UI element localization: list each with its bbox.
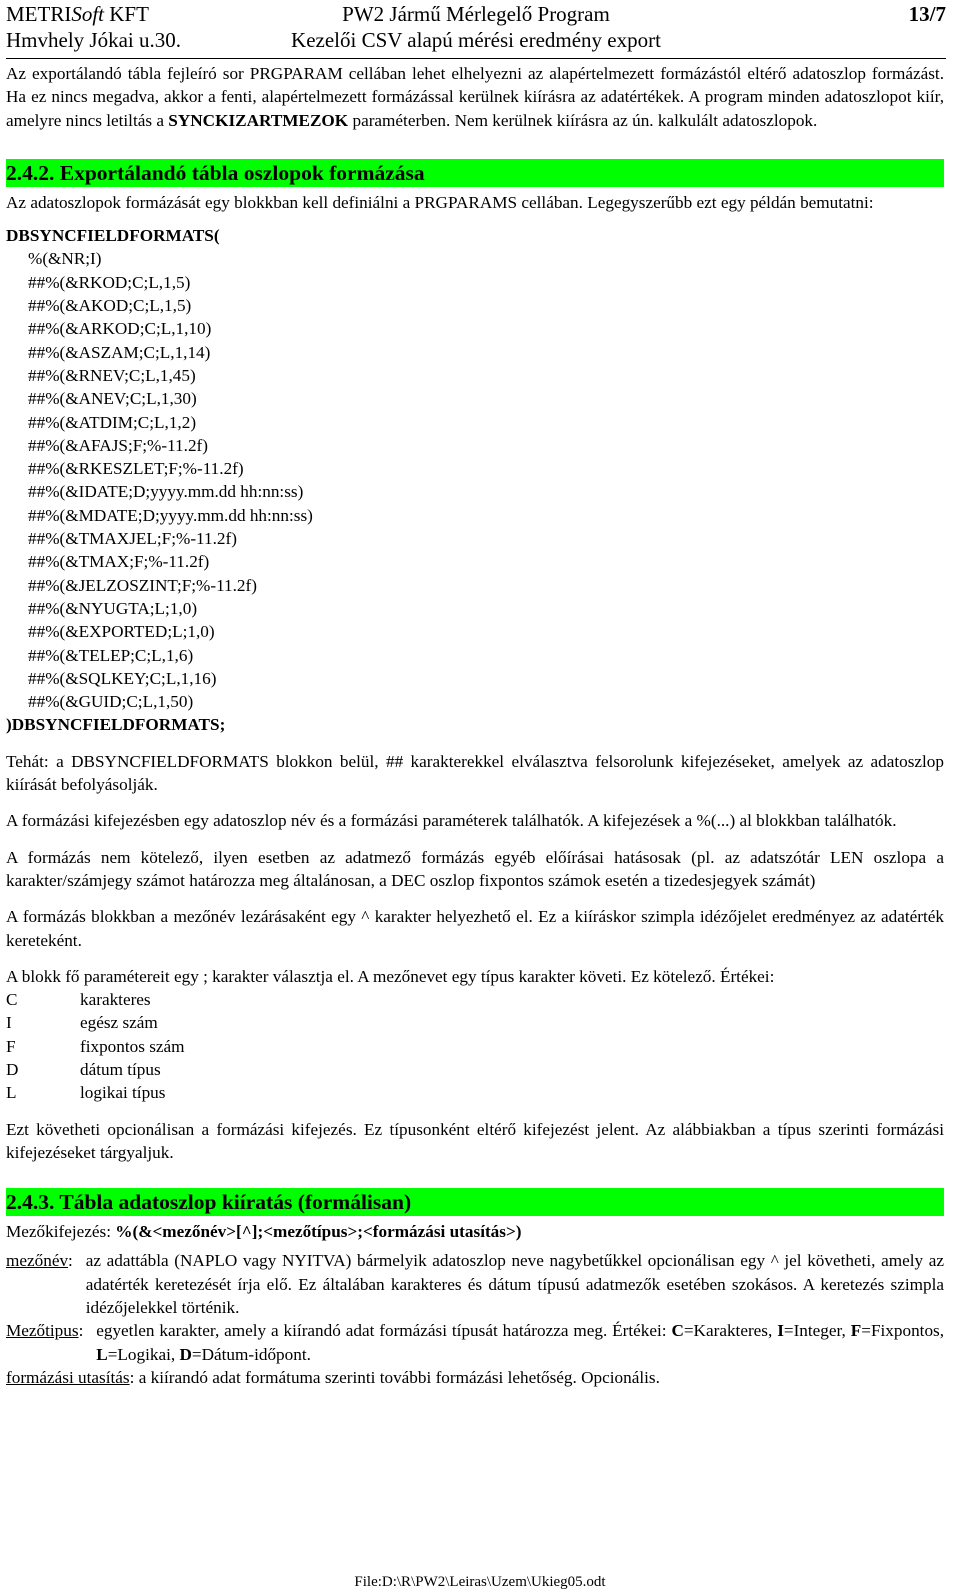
program-name: PW2 Jármű Mérlegelő Program [342,2,610,26]
header-line-1 [6,0,946,29]
code-line: ##%(&NYUGTA;L;1,0) [28,598,198,618]
definition-utasitas: formázási utasítás : a kiírandó adat formátuma szerinti további formázási lehetőség. Opcionális. [6,1366,944,1389]
type-row [6,1058,185,1081]
code-line: ##%(&MDATE;D;yyyy.mm.dd hh:nn:ss) [28,505,313,525]
section-intro: Az adatoszlopok formázását egy blokkban kell definiálni a PRGPARAMS cellában. Legegyszerűbb ezt egy példán bemutatni: [6,192,874,212]
expression-line: Mezőkifejezés: %(&<mezőnév>[^];<mezőtípus>;<formázási utasítás>) [6,1222,522,1242]
type-row [6,1035,185,1058]
definition-term: mezőnév [6,1251,69,1271]
code-line: ##%(&IDATE;D;yyyy.mm.dd hh:nn:ss) [28,482,304,502]
code-line: ##%(&ARKOD;C;L,1,10) [28,319,212,339]
definition-desc: a kiírandó adat formátuma szerinti további formázási lehetőség. Opcionális. [138,1367,660,1387]
type-code: I [6,1013,12,1033]
header-divider [6,58,946,59]
header-line-2 [6,26,946,55]
definition-list [6,1249,944,1389]
type-row [6,1011,185,1034]
type-row [6,1081,185,1104]
type-table [6,988,185,1104]
paragraph-ezt: Ezt követheti opcionálisan a formázási kifejezés. Ez típusonként eltérő kifejezést jelent. Az alábbiakban a típus szerinti formázási kifejezéseket tárgyaljuk. [6,1119,944,1162]
definition-mezotipus: Mezőtipus : egyetlen karakter, amely a kiírandó adat formázási típusát határozza meg. Értékei: C=Karakteres, I=Integer, F=Fixpontos, L=Logikai, D=Dátum-időpont. [6,1319,944,1366]
document-body [6,62,944,1389]
code-open: DBSYNCFIELDFORMATS( [6,226,220,246]
page-header [6,0,946,58]
type-desc: karakteres [80,990,151,1010]
code-line: ##%(&RKOD;C;L,1,5) [28,272,191,292]
paragraph-blokk-fo: A blokk fő paramétereit egy ; karakter választja el. A mezőnevet egy típus karakter követi. Ez kötelező. Értékei: [6,966,775,986]
code-line: ##%(&RNEV;C;L,1,45) [28,365,196,385]
code-line: ##%(&EXPORTED;L;1,0) [28,622,215,642]
code-line: ##%(&TMAXJEL;F;%-11.2f) [28,529,237,549]
code-line: ##%(&ATDIM;C;L,1,2) [28,412,197,432]
code-line: ##%(&GUID;C;L,1,50) [28,692,194,712]
definition-desc: az adattábla (NAPLO vagy NYITVA) bármelyik adatoszlop neve nagybetűkkel opcionálisan egy ^ jel követheti, amely az adatérték keretezését írja elő. Ez általában karakteres és dátum típusú adatmezők esetében szokásos. A keretezés szimpla idézőjelekkel történik. [85,1251,944,1318]
type-code: D [6,1059,19,1079]
type-code: C [6,990,18,1010]
code-line: %(&NR;I) [28,249,102,269]
definition-mezonev: mezőnév : az adattábla (NAPLO vagy NYITVA) bármelyik adatoszlop neve nagybetűkkel opcionálisan egy ^ jel követheti, amely az adatérték keretezését írja elő. Ez általában karakteres és dátum típusú adatmezők esetében szokásos. A keretezés szimpla idézőjelekkel történik. [6,1249,944,1319]
type-code: F [6,1036,16,1056]
code-line: ##%(&TELEP;C;L,1,6) [28,645,194,665]
page-number: 13/7 [908,2,946,26]
company-address: Hmvhely Jókai u.30. [6,28,181,52]
definition-term: Mezőtipus [6,1321,79,1341]
code-line: ##%(&AFAJS;F;%-11.2f) [28,435,208,455]
type-desc: fixpontos szám [80,1036,185,1056]
definition-desc: egyetlen karakter, amely a kiírandó adat formázási típusát határozza meg. Értékei: C=Karakteres, I=Integer, F=Fixpontos, L=Logikai, D=Dátum-időpont. [96,1321,945,1364]
type-desc: dátum típus [80,1059,161,1079]
code-block [6,224,944,737]
type-row [6,988,185,1011]
company-name: METRISoft KFT [6,2,149,26]
intro-paragraph: Az exportálandó tábla fejleíró sor PRGPARAM cellában lehet elhelyezni az alapértelmezett formázástól eltérő adatoszlop formázást. Ha ez nincs megadva, akkor a fenti, alapértelmezett formázással kerülnek kiírásra az adatértékek. A program minden adatoszlopot kiír, amelyre nincs letiltás a SYNCKIZARTMEZOK paraméterben. Nem kerülnek kiírásra az ún. kalkulált adatoszlopok. [6,64,944,130]
paragraph-formazasi: A formázási kifejezésben egy adatoszlop név és a formázási paraméterek találhatók. A kifejezések a %(...) al blokkban találhatók. [6,811,897,831]
code-line: ##%(&ASZAM;C;L,1,14) [28,342,211,362]
code-line: ##%(&TMAX;F;%-11.2f) [28,552,210,572]
section-heading-2-4-2: 2.4.2. Exportálandó tábla oszlopok formázása [6,159,944,187]
definition-term: formázási utasítás [6,1367,130,1387]
type-code: L [6,1083,17,1103]
type-desc: logikai típus [80,1083,166,1103]
type-desc: egész szám [80,1013,158,1033]
document-subtitle: Kezelői CSV alapú mérési eredmény export [291,28,661,52]
page-footer: File:D:\R\PW2\Leiras\Uzem\Ukieg05.odt [354,1574,606,1590]
code-line: ##%(&JELZOSZINT;F;%-11.2f) [28,575,257,595]
code-close: )DBSYNCFIELDFORMATS; [6,715,226,735]
section-heading-2-4-3: 2.4.3. Tábla adatoszlop kiíratás (formálisan) [6,1188,944,1216]
code-line: ##%(&ANEV;C;L,1,30) [28,389,197,409]
code-line: ##%(&AKOD;C;L,1,5) [28,296,192,316]
paragraph-nem-kotelezo: A formázás nem kötelező, ilyen esetben az adatmező formázás egyéb előírásai hatásosak (pl. az adatszótár LEN oszlopa a karakter/számjegy számot határozza meg általánosan, a DEC oszlop fixpontos számok esetén a tizedesjegyek számát) [6,847,944,890]
paragraph-tehat: Tehát: a DBSYNCFIELDFORMATS blokkon belül, ## karakterekkel elválasztva felsorolunk kifejezéseket, amelyek az adatoszlop kiírását befolyásolják. [6,751,944,795]
paragraph-blokkban: A formázás blokkban a mezőnév lezárásaként egy ^ karakter helyezhető el. Ez a kiíráskor szimpla idézőjelet eredményez az adatérték kereteként. [6,907,944,950]
code-line: ##%(&RKESZLET;F;%-11.2f) [28,459,244,479]
code-line: ##%(&SQLKEY;C;L,1,16) [28,668,217,688]
